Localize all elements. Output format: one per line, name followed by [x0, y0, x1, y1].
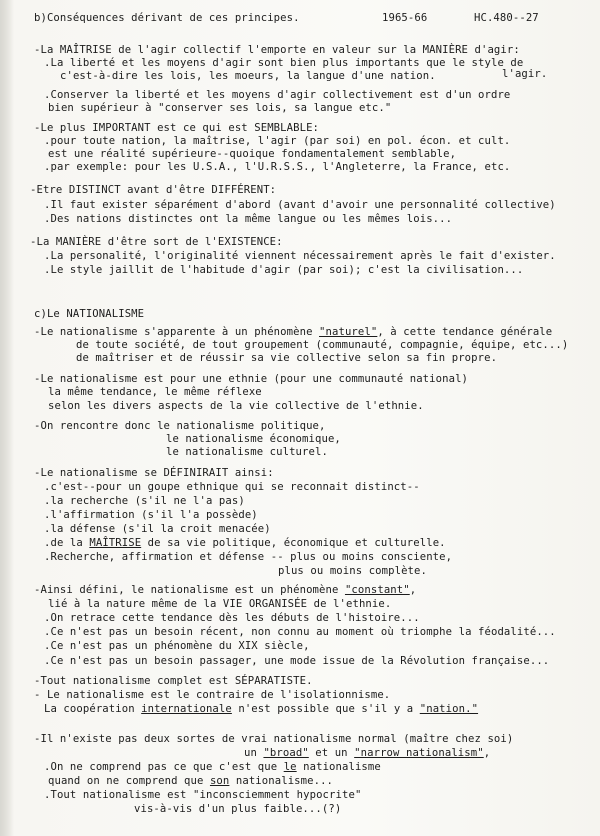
- b-p2-line3: est une réalité supérieure--quoique fondamentalement semblable,: [48, 148, 457, 160]
- c-d-line2: .c'est--pour un goupe ethnique qui se reconnait distinct--: [44, 481, 420, 493]
- c-d-line6-tail: de sa vie politique, économique et culturelle.: [141, 537, 446, 549]
- b-p1-line4: .Conserver la liberté et les moyens d'agir collectivement est d'un ordre: [44, 89, 511, 101]
- section-b-heading: b)Conséquences dérivant de ces principes.: [34, 12, 300, 24]
- c-e-line1-tail: ,: [409, 584, 417, 596]
- c-f-line3-text: La coopération: [44, 703, 142, 715]
- b-p2-line4: .par exemple: pour les U.S.A., l'U.R.S.S., l'Angleterre, la France, etc.: [44, 161, 511, 173]
- c-f-line3-underlined-2: "nation.": [419, 703, 479, 715]
- c-g-line2-text: un: [244, 747, 264, 759]
- section-c-heading: c)Le NATIONALISME: [34, 308, 145, 320]
- c-b-line1: -Le nationalisme est pour une ethnie (pour une communauté national): [34, 373, 469, 385]
- b-p4-line3: .Le style jaillit de l'habitude d'agir (par soi); c'est la civilisation...: [44, 264, 524, 276]
- c-a-line3: de maîtriser et de réussir sa vie collective selon sa fin propre.: [76, 352, 498, 364]
- year-label: 1965-66: [382, 12, 428, 24]
- c-g-line2-mid: et un: [308, 747, 355, 759]
- b-p2-line2: .pour toute nation, la maîtrise, l'agir (par soi) en pol. écon. et cult.: [44, 135, 511, 147]
- b-p4-line2: .La personalité, l'originalité viennent nécessairement après le fait d'exister.: [44, 250, 556, 262]
- c-g-line3-underlined: le: [283, 761, 297, 773]
- c-g-line4-text: quand on ne comprend que: [48, 775, 210, 787]
- b-p1-line3: c'est-à-dire les lois, les moeurs, la langue d'une nation.: [60, 70, 436, 82]
- c-e-line3: .On retrace cette tendance dès les débuts de l'histoire...: [44, 612, 420, 624]
- b-p1-line1: -La MAÎTRISE de l'agir collectif l'emporte en valeur sur la MANIÈRE d'agir:: [34, 44, 520, 56]
- c-a-line1-text: -Le nationalisme s'apparente à un phénomène: [34, 326, 320, 338]
- c-g-line3-tail: nationalisme: [296, 761, 381, 773]
- c-g-line4-tail: nationalisme...: [229, 775, 334, 787]
- c-f-line2: - Le nationalisme est le contraire de l'isolationnisme.: [34, 689, 391, 701]
- c-g-line2-tail: ,: [483, 747, 491, 759]
- b-p1-line2-cont: l'agir.: [502, 68, 548, 80]
- c-e-line2: lié à la nature même de la VIE ORGANISÉE de l'ethnie.: [48, 598, 392, 610]
- c-g-line4-underlined: son: [209, 775, 230, 787]
- c-e-line1-text: -Ainsi défini, le nationalisme est un phénomène: [34, 584, 345, 596]
- c-f-line3: [44, 703, 478, 716]
- page-edge-shadow: [0, 0, 14, 836]
- c-e-line1-underlined: "constant": [344, 584, 410, 596]
- c-g-line2-underlined-1: "broad": [263, 747, 309, 759]
- c-g-line5: .Tout nationalisme est "inconsciemment hypocrite": [44, 789, 362, 801]
- c-e-line5: .Ce n'est pas un phénomène du XIX siècle,: [44, 640, 310, 652]
- c-d-line6: [44, 537, 446, 550]
- c-f-line1: -Tout nationalisme complet est SÉPARATISTE.: [34, 675, 313, 687]
- c-a-line1: [34, 326, 552, 339]
- c-a-line1-tail: , à cette tendance générale: [377, 326, 553, 338]
- c-b-line3: selon les divers aspects de la vie collective de l'ethnie.: [48, 400, 424, 412]
- c-e-line1: [34, 584, 416, 597]
- c-f-line3-underlined-1: internationale: [141, 703, 232, 715]
- c-d-line7: .Recherche, affirmation et défense -- plus ou moins consciente,: [44, 551, 453, 563]
- c-d-line1: -Le nationalisme se DÉFINIRAIT ainsi:: [34, 467, 274, 479]
- c-f-line3-mid: n'est possible que s'il y a: [231, 703, 420, 715]
- c-e-line4: .Ce n'est pas un besoin récent, non connu au moment où triomphe la féodalité...: [44, 626, 556, 638]
- c-g-line1: -Il n'existe pas deux sortes de vrai nationalisme normal (maître chez soi): [34, 733, 514, 745]
- c-d-line4: .l'affirmation (s'il l'a possède): [44, 509, 258, 521]
- b-p3-line1: -Etre DISTINCT avant d'être DIFFÉRENT:: [30, 184, 277, 196]
- b-p1-line2: .La liberté et les moyens d'agir sont bien plus importants que le style de: [44, 57, 524, 69]
- reference-code: HC.480--27: [474, 12, 539, 24]
- b-p3-line2: .Il faut exister séparément d'abord (avant d'avoir une personnalité collective): [44, 199, 556, 211]
- c-g-line2-underlined-2: "narrow nationalism": [354, 747, 484, 759]
- b-p4-line1: -La MANIÈRE d'être sort de l'EXISTENCE:: [30, 236, 283, 248]
- c-d-line6-underlined: MAÎTRISE: [89, 537, 142, 549]
- c-g-line3: [44, 761, 381, 774]
- c-a-line2: de toute société, de tout groupement (communauté, compagnie, équipe, etc...): [76, 339, 569, 351]
- b-p3-line3: .Des nations distinctes ont la même langue ou les mêmes lois...: [44, 213, 453, 225]
- c-c-line2: le nationalisme économique,: [166, 433, 341, 445]
- c-d-line8: plus ou moins complète.: [278, 565, 427, 577]
- c-g-line3-text: .On ne comprend pas ce que c'est que: [44, 761, 284, 773]
- c-d-line6-text: .de la: [44, 537, 90, 549]
- b-p2-line1: -Le plus IMPORTANT est ce qui est SEMBLABLE:: [34, 122, 320, 134]
- b-p1-line5: bien supérieur à "conserver ses lois, sa langue etc.": [48, 102, 392, 114]
- c-c-line1: -On rencontre donc le nationalisme politique,: [34, 420, 326, 432]
- c-a-line1-underlined: "naturel": [319, 326, 378, 338]
- c-e-line6: .Ce n'est pas un besoin passager, une mode issue de la Révolution française...: [44, 655, 550, 667]
- c-d-line3: .la recherche (s'il ne l'a pas): [44, 495, 245, 507]
- c-c-line3: le nationalisme culturel.: [166, 446, 328, 458]
- c-g-line4: [48, 775, 333, 788]
- c-g-line2: [244, 747, 490, 760]
- c-b-line2: la même tendance, le même réflexe: [48, 386, 262, 398]
- c-g-line6: vis-à-vis d'un plus faible...(?): [134, 803, 342, 815]
- c-d-line5: .la défense (s'il la croit menacée): [44, 523, 271, 535]
